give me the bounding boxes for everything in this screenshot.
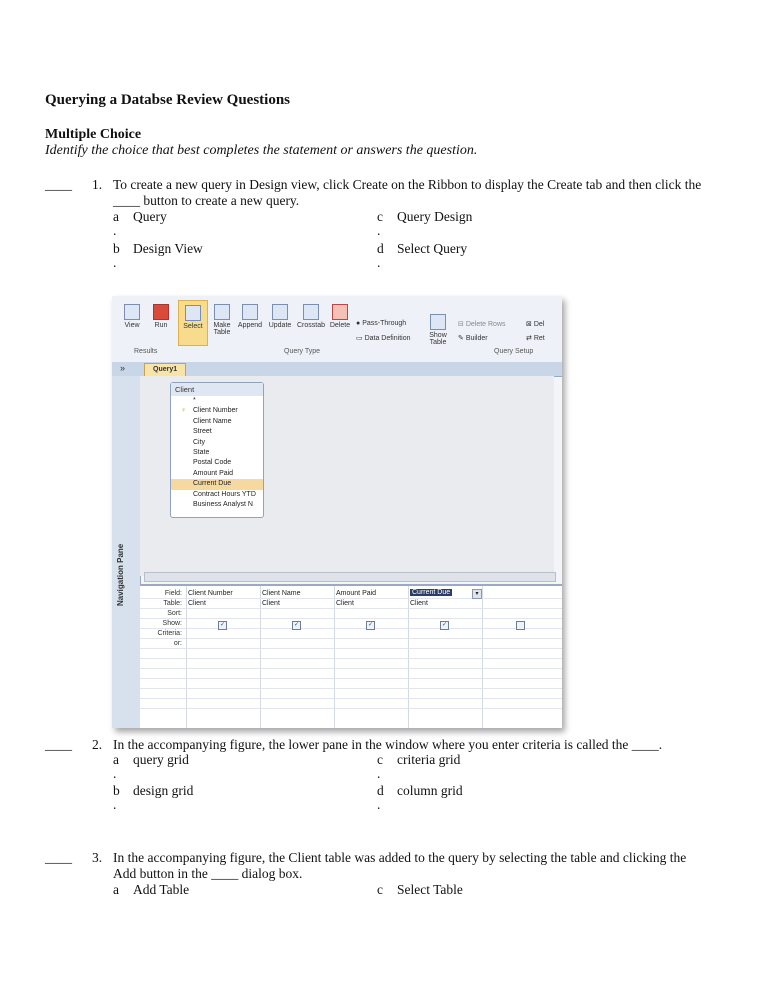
pass-through-button[interactable]: [356, 320, 416, 327]
row-label-show: Show:: [162, 620, 182, 627]
delete-columns-icon: ⊠: [526, 321, 534, 328]
choice-a[interactable]: [113, 209, 167, 225]
query-type-group-label: Query Type: [284, 348, 321, 355]
grid-table-cell[interactable]: Client: [262, 600, 280, 607]
key-icon: ♀: [181, 407, 187, 415]
navigation-pane[interactable]: [112, 376, 141, 728]
field-client-number[interactable]: [171, 406, 263, 416]
data-definition-button[interactable]: [356, 334, 422, 342]
field-business-analyst[interactable]: Business Analyst N: [193, 501, 253, 509]
horizontal-scrollbar[interactable]: [144, 572, 556, 582]
show-checkbox[interactable]: [516, 621, 525, 630]
grid-row-line: [140, 708, 562, 709]
show-checkbox[interactable]: ✓: [441, 622, 448, 628]
crosstab-label: Crosstab: [296, 322, 325, 329]
choice-dot: .: [113, 223, 117, 238]
builder-icon: ✎: [458, 335, 466, 342]
choice-dot: .: [113, 797, 117, 812]
append-button[interactable]: [236, 304, 264, 329]
show-table-button[interactable]: [426, 314, 450, 346]
choice-letter: a: [113, 882, 119, 897]
row-label-or: or:: [173, 640, 182, 647]
grid-field-cell[interactable]: Client Name: [262, 590, 301, 597]
choice-letter: d: [377, 783, 384, 798]
field-client-name[interactable]: Client Name: [193, 417, 232, 425]
answer-blank[interactable]: ____: [45, 737, 72, 752]
make-table-icon: [214, 304, 230, 320]
show-table-icon: [430, 314, 446, 330]
section-heading: Multiple Choice: [45, 127, 142, 142]
choice-dot: .: [377, 223, 381, 238]
choice-letter: b: [113, 241, 120, 256]
choice-d[interactable]: [377, 241, 467, 257]
choice-letter: a: [113, 209, 119, 224]
grid-field-cell-selected[interactable]: Current Due: [412, 589, 451, 596]
grid-row-line: [140, 698, 562, 699]
question-text-line2: Add button in the ____ dialog box.: [113, 866, 303, 881]
view-icon: [124, 304, 140, 320]
tab-query1[interactable]: Query1: [144, 363, 186, 377]
data-definition-label: Data Definition: [364, 335, 411, 342]
answer-blank[interactable]: ____: [45, 850, 72, 865]
view-button[interactable]: [120, 304, 144, 329]
data-definition-icon: ▭: [356, 335, 365, 342]
question-number: 3.: [92, 850, 103, 865]
choice-dot: .: [113, 766, 117, 781]
grid-row-line: [140, 668, 562, 669]
grid-row-line: [140, 628, 562, 629]
choice-letter: d: [377, 241, 384, 256]
globe-icon: ●: [356, 320, 363, 327]
document-tab-bar: [112, 362, 562, 377]
grid-row-line: [140, 598, 562, 599]
make-table-label: Make Table: [213, 322, 231, 336]
query-setup-group-label: Query Setup: [494, 348, 534, 355]
row-label-field: Field:: [164, 590, 182, 597]
delete-button[interactable]: [328, 304, 352, 329]
show-checkbox[interactable]: ✓: [293, 622, 300, 628]
question-number: 1.: [92, 177, 103, 192]
shutter-bar-icon[interactable]: »: [120, 363, 126, 373]
select-button[interactable]: [178, 300, 208, 346]
choice-letter: a: [113, 752, 119, 767]
choice-c[interactable]: [377, 209, 472, 225]
view-label: View: [124, 322, 140, 329]
grid-field-cell[interactable]: Amount Paid: [336, 590, 377, 597]
field-all[interactable]: *: [193, 397, 196, 404]
query-design-figure: [112, 296, 562, 728]
answer-blank[interactable]: ____: [45, 177, 72, 192]
row-label-criteria: Criteria:: [157, 630, 182, 637]
instructions: Identify the choice that best completes the statement or answers the question.: [45, 143, 478, 158]
run-icon: [153, 304, 169, 320]
document-title: Querying a Databse Review Questions: [45, 92, 290, 108]
question-text-line2: ____ button to create a new query.: [113, 193, 300, 208]
pass-through-label: Pass-Through: [362, 320, 407, 327]
choice-dot: .: [377, 255, 381, 270]
table-title: Client: [171, 383, 263, 396]
return-button[interactable]: [526, 334, 560, 342]
choice-letter: c: [377, 882, 383, 897]
choice-c[interactable]: [377, 752, 460, 768]
choice-dot: .: [377, 797, 381, 812]
grid-row-line: [140, 688, 562, 689]
field-contract-hours[interactable]: Contract Hours YTD: [193, 490, 256, 498]
make-table-button[interactable]: [210, 304, 234, 336]
delete-columns-button[interactable]: [526, 320, 560, 328]
choice-text: Add Table: [133, 882, 190, 897]
return-label: Ret: [533, 335, 545, 342]
grid-row-line: [140, 618, 562, 619]
choice-b[interactable]: [113, 783, 193, 799]
delete-label: Delete: [329, 322, 351, 329]
choice-letter: c: [377, 209, 383, 224]
delete-rows-icon: ⊟: [458, 321, 466, 328]
dropdown-arrow-icon[interactable]: ▾: [472, 589, 482, 599]
update-label: Update: [268, 322, 292, 329]
field-state[interactable]: State: [193, 449, 210, 457]
grid-row-line: [140, 648, 562, 649]
choice-dot: .: [113, 255, 117, 270]
field-amount-paid[interactable]: Amount Paid: [193, 469, 234, 477]
builder-button[interactable]: [458, 334, 502, 342]
choice-letter: b: [113, 783, 120, 798]
choice-text: query grid: [133, 752, 189, 767]
append-label: Append: [237, 322, 263, 329]
results-group-label: Results: [134, 348, 158, 355]
run-label: Run: [154, 322, 168, 329]
choice-text: column grid: [397, 783, 463, 798]
question-text-line1: In the accompanying figure, the lower pane in the window where you enter criteria is called the ____.: [113, 737, 663, 752]
show-table-label: Show Table: [429, 332, 447, 346]
run-button[interactable]: [150, 304, 172, 329]
choice-c[interactable]: [377, 882, 463, 898]
update-icon: [272, 304, 288, 320]
row-label-table: Table:: [163, 600, 182, 607]
update-button[interactable]: [266, 304, 294, 329]
crosstab-button[interactable]: [296, 304, 326, 329]
choice-b[interactable]: [113, 241, 203, 257]
question-text-line1: In the accompanying figure, the Client table was added to the query by selecting the table and clicking the: [113, 850, 687, 865]
select-label: Select: [183, 323, 203, 330]
grid-field-cell[interactable]: Client Number: [188, 590, 233, 597]
choice-text: Select Query: [397, 241, 468, 256]
delete-rows-button[interactable]: [458, 320, 512, 328]
choice-text: Design View: [133, 241, 203, 256]
choice-a[interactable]: [113, 882, 189, 898]
grid-table-cell[interactable]: Client: [336, 600, 354, 607]
delete-rows-label: Delete Rows: [465, 321, 506, 328]
show-checkbox[interactable]: ✓: [367, 622, 374, 628]
show-checkbox[interactable]: ✓: [219, 622, 226, 628]
row-label-sort: Sort:: [167, 610, 182, 617]
delete-columns-label: Del: [533, 321, 545, 328]
field-current-due[interactable]: Current Due: [171, 479, 263, 489]
append-icon: [242, 304, 258, 320]
ribbon: [112, 296, 562, 363]
choice-text: Query Design: [397, 209, 473, 224]
choice-text: Select Table: [397, 882, 463, 897]
question-text-line1: To create a new query in Design view, click Create on the Ribbon to display the Create tab and then click the: [113, 177, 702, 192]
navigation-pane-label: Navigation Pane: [116, 543, 125, 606]
grid-table-cell[interactable]: Client: [410, 600, 428, 607]
grid-row-line: [140, 638, 562, 639]
choice-dot: .: [377, 766, 381, 781]
field-city[interactable]: City: [193, 438, 206, 446]
choice-a[interactable]: [113, 752, 189, 768]
delete-icon: [332, 304, 348, 320]
grid-row-line: [140, 678, 562, 679]
field-postal-code[interactable]: Postal Code: [193, 459, 232, 467]
return-icon: ⇄: [526, 335, 534, 342]
builder-label: Builder: [465, 335, 488, 342]
choice-letter: c: [377, 752, 383, 767]
crosstab-icon: [303, 304, 319, 320]
design-grid: [140, 584, 562, 728]
choice-text: Query: [133, 209, 167, 224]
choice-d[interactable]: [377, 783, 463, 799]
grid-row-line: [140, 608, 562, 609]
select-query-icon: [185, 305, 201, 321]
question-number: 2.: [92, 737, 103, 752]
field-label: Client Number: [193, 407, 238, 415]
client-table-field-list[interactable]: [170, 382, 264, 518]
grid-row-line: [140, 658, 562, 659]
choice-text: criteria grid: [397, 752, 461, 767]
grid-table-cell[interactable]: Client: [188, 600, 206, 607]
field-street[interactable]: Street: [193, 428, 212, 436]
choice-text: design grid: [133, 783, 194, 798]
